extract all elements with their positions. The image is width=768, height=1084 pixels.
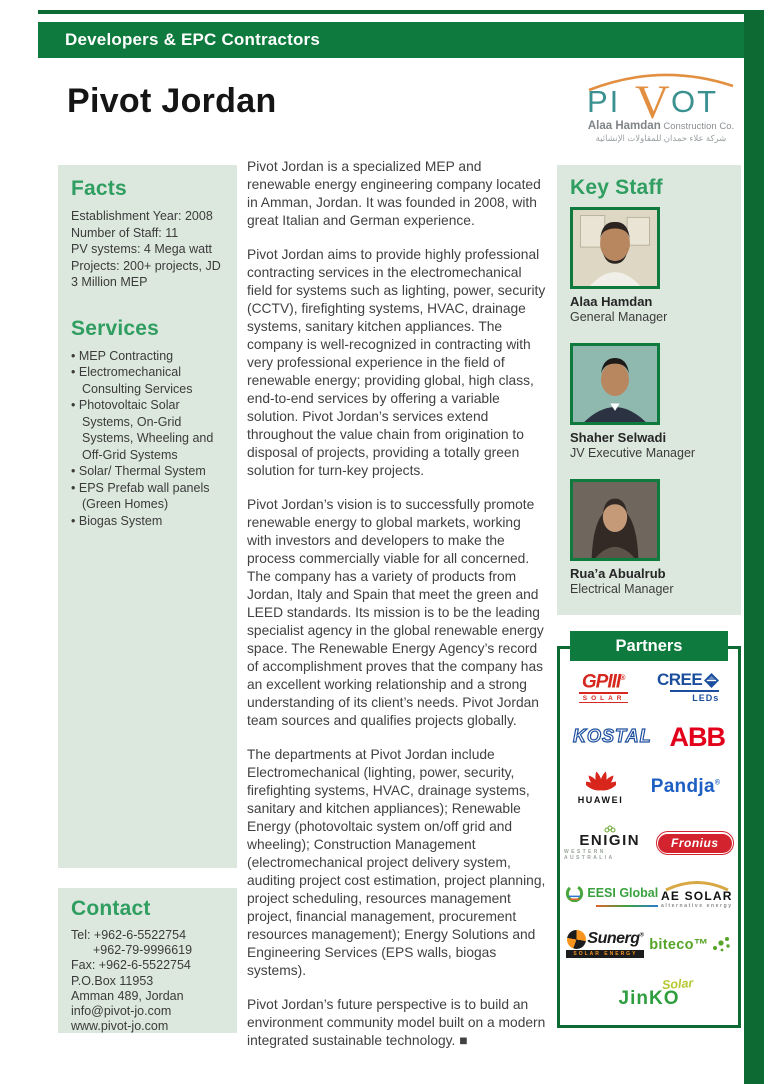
page-title: Pivot Jordan: [67, 82, 277, 120]
cree-diamond-icon: [704, 673, 719, 688]
service-item: • Electromechanical Consulting Services: [71, 364, 224, 397]
partner-logo-pandja: Pandja®: [650, 776, 721, 798]
service-item: • Photovoltaic Solar Systems, On-Grid Systems, Wheeling and Off-Grid Systems: [71, 397, 224, 463]
fact-line: Projects: 200+ projects, JD 3 Million MEP: [71, 258, 221, 289]
paragraph: Pivot Jordan’s future perspective is to build an environment community model built on a modern integrated sustainable technology. ■: [247, 997, 546, 1048]
contact-heading: Contact: [71, 897, 151, 920]
contact-pobox: P.O.Box 11953: [71, 973, 154, 988]
partner-logo-enigin: ENIGIN WESTERN AUSTRALIA: [564, 825, 656, 861]
service-item: • MEP Contracting: [71, 348, 224, 365]
category-banner: [38, 22, 744, 58]
sunerg-swirl-icon: [567, 930, 586, 949]
staff-card: [570, 479, 728, 597]
staff-card: [570, 207, 728, 325]
staff-card: [570, 343, 728, 461]
partners-row: [564, 881, 734, 909]
contact-website: www.pivot-jo.com: [71, 1019, 169, 1033]
services-list: [71, 348, 224, 530]
partners-row: [564, 975, 734, 1010]
service-item: • EPS Prefab wall panels (Green Homes): [71, 480, 224, 513]
paragraph: Pivot Jordan’s vision is to successfully promote renewable energy to global markets, working with investors and developers to make the process commercially viable for all concerned. The company has a variety of products from Jordan, Italy and Spain that meet the green and LEED standards. Its mission is to be the leading specialist agency in the global renewable energy space. The Renewable Energy Agency’s record of accomplishment proves that the company has an excellent working relationship and a strong understanding of its client’s needs. Pivot Jordan team sources and qualifies projects globally.: [247, 497, 544, 728]
partners-row: [564, 670, 734, 703]
staff-role: General Manager: [570, 310, 668, 324]
facts-heading: Facts: [71, 177, 127, 200]
partner-logo-ae-solar: AE SOLAR alternative energy: [661, 881, 733, 909]
fact-line: Establishment Year: 2008: [71, 209, 213, 223]
partner-logo-abb: ABB: [669, 721, 726, 752]
contact-lines: [71, 928, 224, 1033]
top-rule: [38, 10, 764, 14]
fact-line: Number of Staff: 11: [71, 225, 179, 240]
staff-name: Alaa Hamdan: [570, 294, 653, 309]
logo-letters-pre: PI: [587, 84, 621, 119]
key-staff-panel: [557, 165, 741, 615]
staff-photo: [570, 207, 660, 289]
staff-name: Rua’a Abualrub: [570, 566, 666, 581]
paragraph: Pivot Jordan is a specialized MEP and renewable energy engineering company located in Amman, Jordan. It was founded in 2008, with great Italian and German experience.: [247, 159, 541, 228]
partners-heading: Partners: [615, 636, 683, 655]
partner-logo-gp-solar: GPIII® SOLAR: [579, 670, 628, 703]
partner-logo-jinko-solar: Solar JinKO: [618, 975, 694, 1009]
partners-row: [564, 770, 734, 805]
facts-lines: [71, 208, 224, 291]
partners-row: [564, 721, 734, 752]
partner-logo-cree: CREE LEDs: [657, 670, 720, 704]
paragraph: The departments at Pivot Jordan include Electromechanical (lighting, power, security, firefighting systems, HVAC, drainage systems, sanitary and kitchen appliances); Renewable Energy (photovoltaic system on/off grid and wheeling); Construction Management (electromechanical project delivery system, auditing project cost estimation, project planning, project scheduling, resources management project, financial management, procurement resources management); Energy Solutions and Engineering Services (EPS walls, biogas systems).: [247, 747, 546, 978]
partner-logo-kostal: KOSTAL: [572, 726, 652, 747]
paragraph: Pivot Jordan aims to provide highly professional contracting services in the electromechanical field for systems such as lighting, power, security (CCTV), firefighting systems, HVAC, drainage systems, sanitary kitchen appliances. The company is well-recognized in contracting with very professional experience in the field of renewable energy; providing global, high class, end-to-end services by offering a variable solution. Pivot Jordan’s services extend throughout the value chain from origination to disposal of projects, providing a totally green solution for turn-key projects.: [247, 247, 546, 478]
facts-services-panel: [58, 165, 237, 868]
fact-line: PV systems: 4 Mega watt: [71, 242, 213, 256]
staff-name: Shaher Selwadi: [570, 430, 667, 445]
partner-logo-biteco: biteco™: [649, 935, 731, 953]
logo-letter-v: V: [635, 76, 670, 122]
pivot-logo-icon: [583, 60, 739, 122]
company-description-article: [247, 158, 547, 1066]
logo-subtitle-arabic: شركة علاء حمدان للمقاولات الإنشائية: [595, 133, 727, 143]
contact-email: info@pivot-jo.com: [71, 1004, 172, 1019]
contact-fax: Fax: +962-6-5522754: [71, 958, 191, 973]
key-staff-heading: Key Staff: [570, 176, 663, 199]
partners-header: [570, 631, 728, 661]
staff-photo: [570, 479, 660, 561]
partner-logo-fronius: Fronius: [656, 831, 735, 855]
service-item: • Solar/ Thermal System: [71, 463, 224, 480]
logo-subtitle: Alaa Hamdan Construction Co.: [587, 120, 735, 132]
logo-letters-post: OT: [671, 84, 719, 119]
staff-role: Electrical Manager: [570, 582, 674, 596]
staff-photo: [570, 343, 660, 425]
company-logo: [583, 60, 739, 144]
eesi-color-bar: [596, 905, 658, 907]
partner-logo-huawei: HUAWEI: [578, 770, 624, 805]
staff-role: JV Executive Manager: [570, 446, 696, 460]
partner-logo-eesi-global: EESI Global: [565, 884, 658, 907]
contact-panel: [58, 888, 237, 1033]
huawei-flower-icon: [586, 770, 616, 794]
partners-row: [564, 930, 734, 958]
contact-tel-2: +962-79-9996619: [93, 943, 193, 958]
service-item: • Biogas System: [71, 513, 224, 530]
eesi-globe-icon: [565, 884, 584, 903]
biteco-molecule-icon: [710, 935, 732, 953]
partners-logos: [560, 668, 738, 1020]
right-edge-strip: [744, 10, 764, 1084]
partner-logo-sunerg: Sunerg® SOLAR ENERGY: [566, 930, 644, 958]
contact-address: Amman 489, Jordan: [71, 988, 184, 1003]
partners-row: [564, 825, 734, 861]
category-label: Developers & EPC Contractors: [65, 30, 321, 49]
contact-tel: Tel: +962-6-5522754: [71, 928, 187, 942]
services-heading: Services: [71, 316, 160, 340]
